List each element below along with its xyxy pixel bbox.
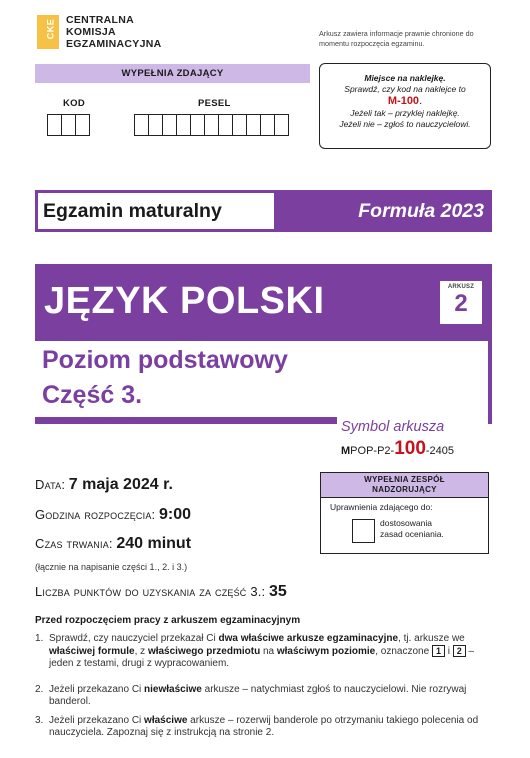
sticker-check-text: Sprawdź, czy kod na naklejce to <box>344 84 466 94</box>
adjustment-label: dostosowania zasad oceniania. <box>380 518 444 539</box>
pesel-cell[interactable] <box>134 114 149 136</box>
sticker-no-text: Jeżeli nie – zgłoś to nauczycielowi. <box>339 119 471 129</box>
supervisor-header: WYPEŁNIA ZESPÓŁ NADZORUJĄCY <box>321 473 488 498</box>
pesel-input[interactable] <box>134 114 288 136</box>
sheet-symbol-code: MPOP-P2-100-2405 <box>341 438 455 459</box>
level-name: Poziom podstawowy <box>42 346 288 374</box>
sticker-title: Miejsce na naklejkę. <box>364 73 446 83</box>
sheet-number: 2 <box>454 290 468 317</box>
student-fill-header: WYPEŁNIA ZDAJĄCY <box>35 64 310 83</box>
supervisor-panel <box>320 472 489 554</box>
pesel-cell[interactable] <box>246 114 261 136</box>
pesel-cell[interactable] <box>204 114 219 136</box>
level-heading <box>42 343 288 413</box>
sticker-area[interactable] <box>319 63 491 149</box>
permissions-label: Uprawnienia zdającego do: <box>330 502 433 512</box>
sheet-label: ARKUSZ <box>447 284 475 290</box>
duration-note: (łącznie na napisanie części 1., 2. i 3.) <box>35 562 188 572</box>
instruction-item: 1. Sprawdź, czy nauczyciel przekazał Ci dwa właściwe arkusze egzaminacyjne, tj. arkusze we właściwej formule, z właściwego przedmiotu na właściwym poziomie, oznaczone 1 i 2 – jeden z testami, drugi z wypracowaniem. <box>35 633 475 669</box>
sheet-1-marker: 1 <box>432 645 445 657</box>
adjustment-checkbox[interactable] <box>352 519 375 543</box>
pesel-cell[interactable] <box>218 114 233 136</box>
kod-input[interactable] <box>47 114 89 136</box>
pesel-cell[interactable] <box>176 114 191 136</box>
exam-formula: Formuła 2023 <box>274 193 492 229</box>
instruction-item: 2. Jeżeli przekazano Ci niewłaściwe arkusze – natychmiast zgłoś to nauczycielowi. Nie rozrywaj banderol. <box>35 684 467 707</box>
sheet-number-badge <box>438 279 484 326</box>
duration: Czas trwania: 240 minut <box>35 535 192 552</box>
pesel-cell[interactable] <box>190 114 205 136</box>
start-time: Godzina rozpoczęcia: 9:00 <box>35 506 191 523</box>
institution-name: CENTRALNA KOMISJA EGZAMINACYJNA <box>66 14 162 50</box>
instruction-item: 3. Jeżeli przekazano Ci właściwe arkusze – rozerwij banderole po otrzymaniu takiego polecenia od nauczyciela. Zapoznaj się z instrukcją na stronie 2. <box>35 715 479 738</box>
sheet-symbol <box>337 417 488 464</box>
sticker-yes-text: Jeżeli tak – przyklej naklejkę. <box>350 108 460 118</box>
sticker-code: M-100. <box>387 95 423 107</box>
pesel-label: PESEL <box>198 98 231 109</box>
kod-label: KOD <box>63 98 86 109</box>
kod-cell[interactable] <box>75 114 90 136</box>
exam-name: Egzamin maturalny <box>38 193 274 229</box>
kod-cell[interactable] <box>47 114 62 136</box>
pesel-cell[interactable] <box>162 114 177 136</box>
exam-date: Data: 7 maja 2024 r. <box>35 476 173 493</box>
pesel-cell[interactable] <box>260 114 275 136</box>
pesel-cell[interactable] <box>232 114 247 136</box>
kod-cell[interactable] <box>61 114 76 136</box>
max-points: Liczba punktów do uzyskania za część 3.: 35 <box>35 583 287 600</box>
instructions-title: Przed rozpoczęciem pracy z arkuszem egzaminacyjnym <box>35 615 301 626</box>
cke-logo-icon: CKE <box>37 15 59 49</box>
pesel-cell[interactable] <box>148 114 163 136</box>
exam-banner <box>35 190 492 232</box>
part-name: Część 3. <box>42 381 143 409</box>
sheet-2-marker: 2 <box>453 645 466 657</box>
confidentiality-notice: Arkusz zawiera informacje prawnie chronione do momentu rozpoczęcia egzaminu. <box>319 29 474 48</box>
subject-title: JĘZYK POLSKI <box>44 280 325 322</box>
sheet-symbol-label: Symbol arkusza <box>341 419 445 435</box>
pesel-cell[interactable] <box>274 114 289 136</box>
